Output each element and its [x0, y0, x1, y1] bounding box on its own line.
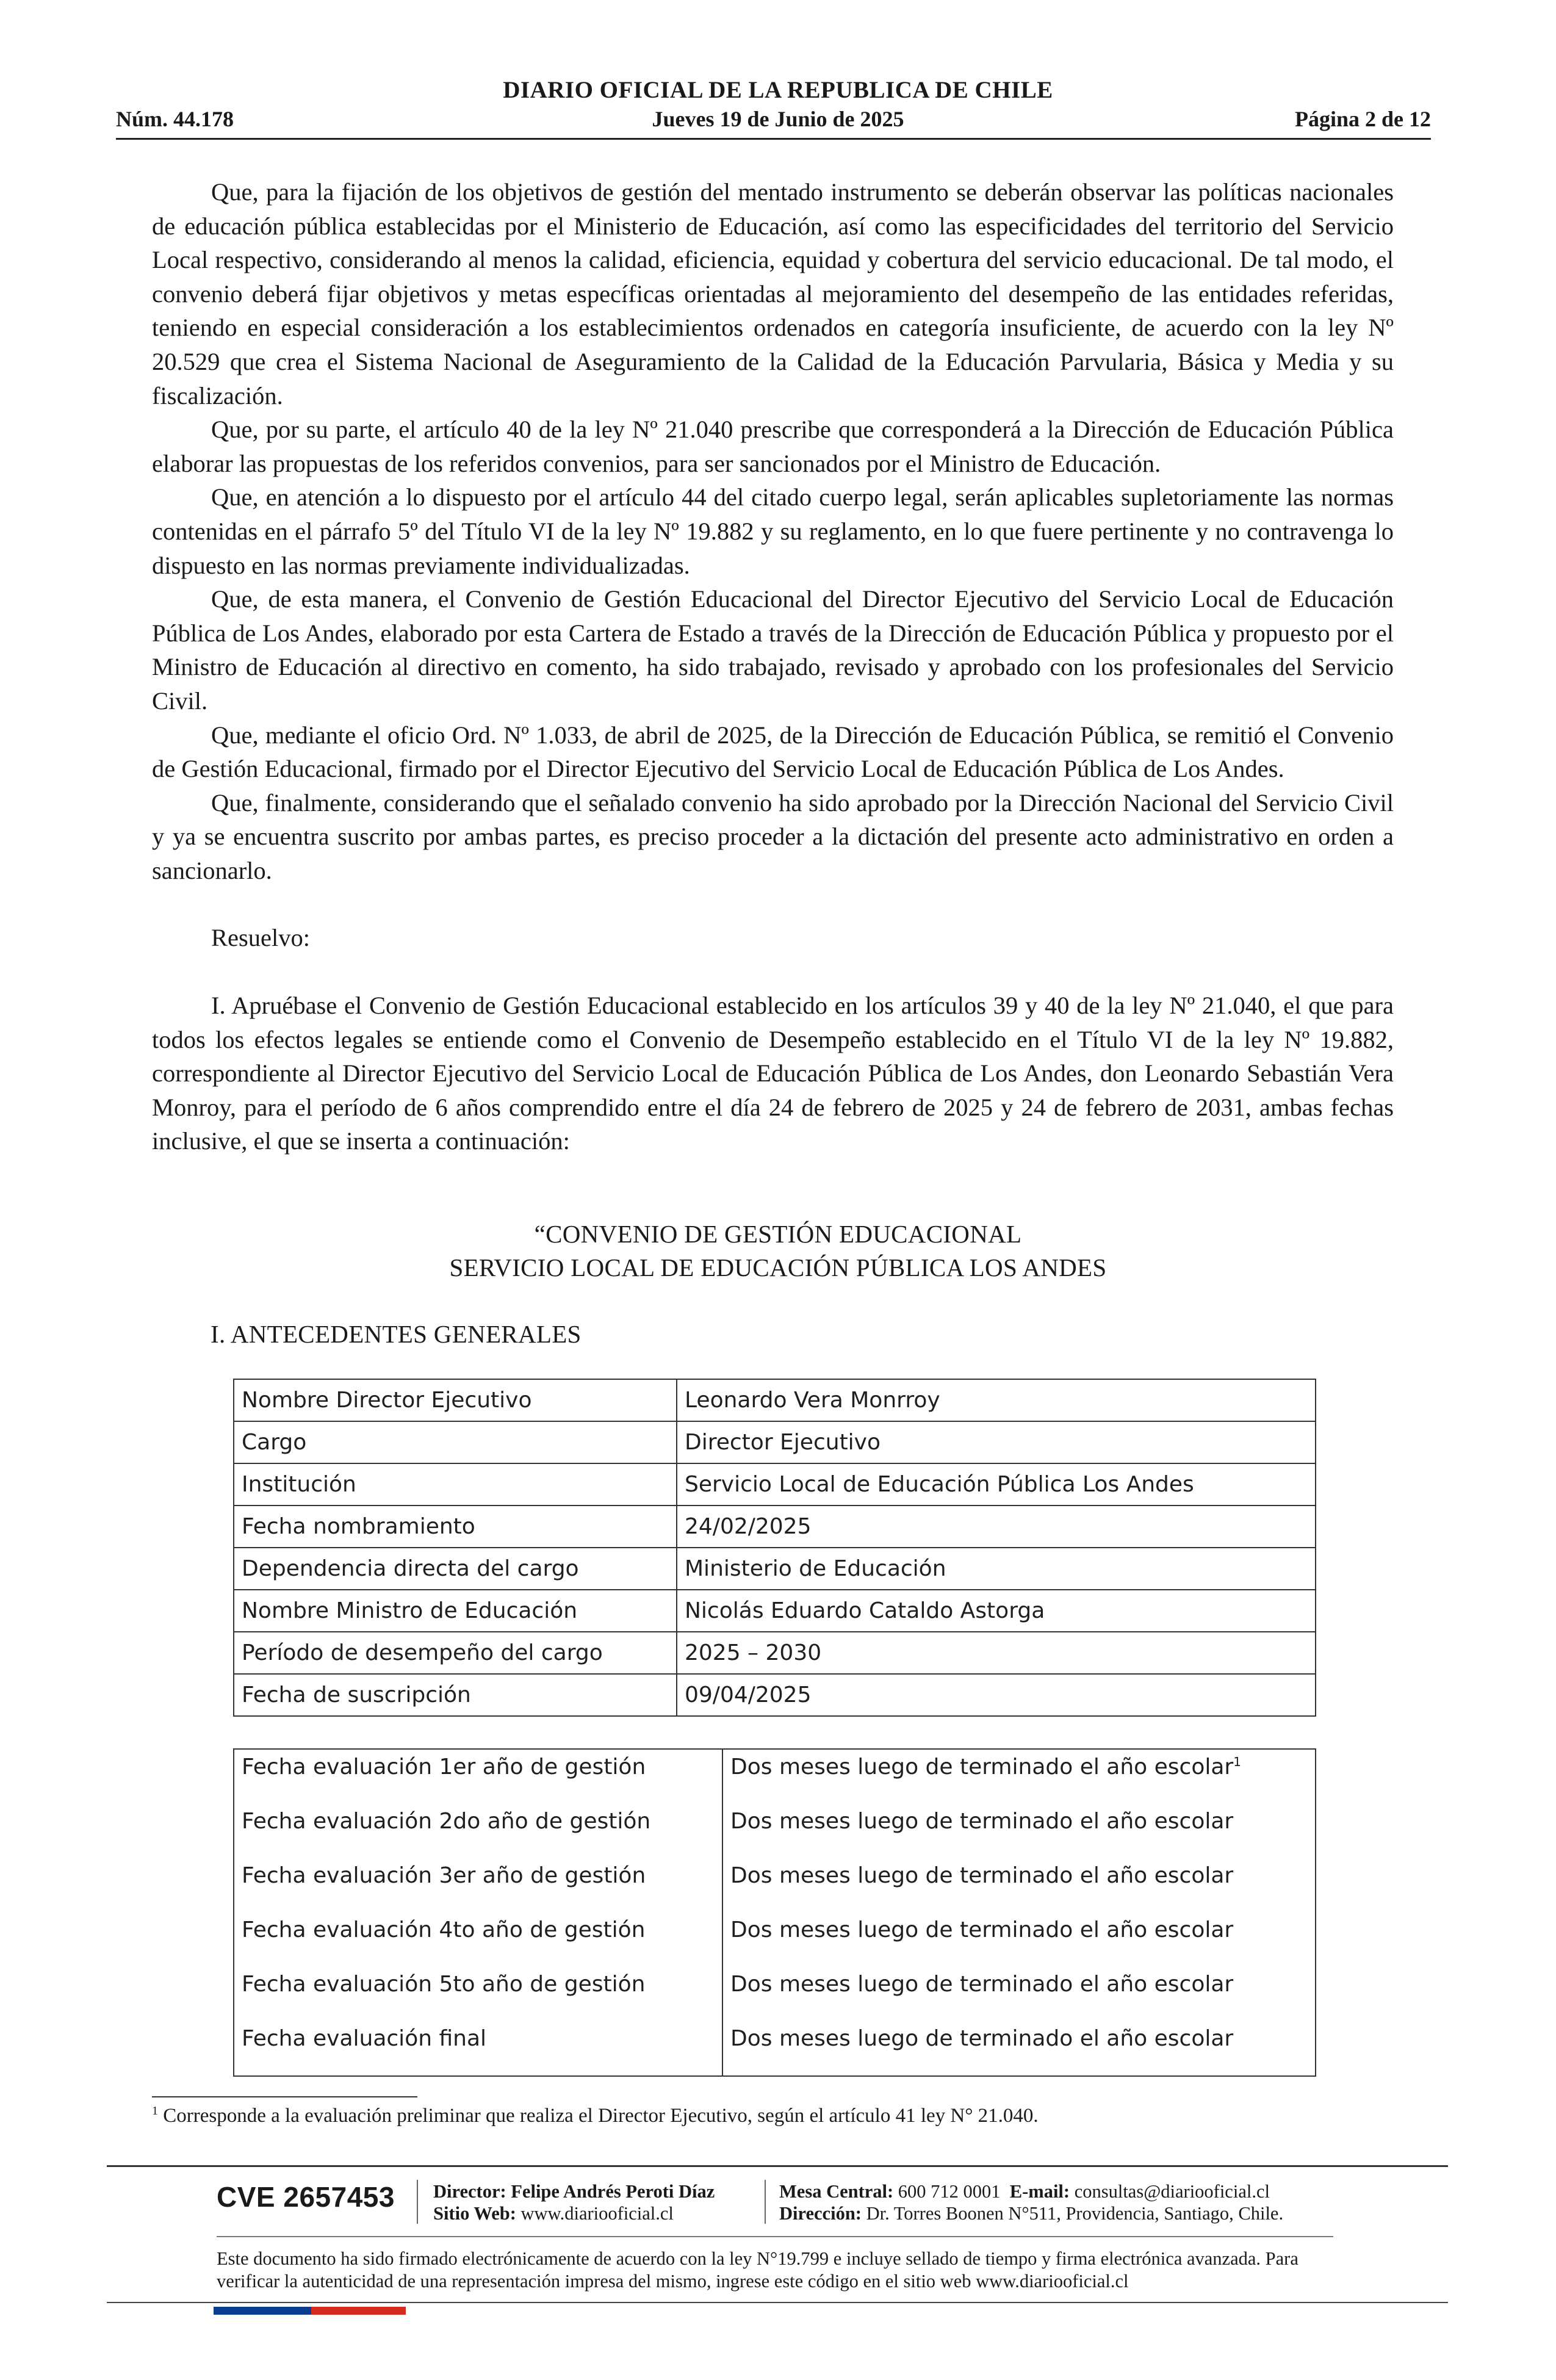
document-body [152, 175, 1394, 1158]
footer-website [433, 2203, 674, 2224]
footer-director [433, 2181, 715, 2202]
table-row [234, 1858, 1316, 1913]
table-row [234, 1421, 1316, 1463]
table-value-cell: Dos meses luego de terminado el año escolar [730, 1917, 1234, 1942]
signature-notice: Este documento ha sido firmado electrónicamente de acuerdo con la ley N°19.799 e incluye sellado de tiempo y firma electrónica avanzada. Para verificar la autenticidad de una representación impresa del mismo, ingrese este código en el sitio web www.diariooficial.cl [217, 2248, 1298, 2292]
phone-number: 600 712 0001 [898, 2181, 1001, 2202]
table-value-cell: 24/02/2025 [677, 1506, 1316, 1548]
table-row [234, 1632, 1316, 1674]
footnote-text: Corresponde a la evaluación preliminar que realiza el Director Ejecutivo, según el artículo 41 ley N° 21.040. [163, 2105, 1039, 2127]
table-row [234, 1379, 1316, 1421]
body-paragraph: Que, de esta manera, el Convenio de Gestión Educacional del Director Ejecutivo del Servicio Local de Educación Pública de Los Andes, elaborado por esta Cartera de Estado a través de la Dirección de Educación Pública y propuesto por el Ministro de Educación al directivo en comento, ha sido trabajado, revisado y aprobado con los profesionales del Servicio Civil. [152, 585, 1394, 715]
convenio-title-line: SERVICIO LOCAL DE EDUCACIÓN PÚBLICA LOS ANDES [449, 1253, 1107, 1282]
table-value-cell: Ministerio de Educación [677, 1548, 1316, 1590]
footer-address [779, 2203, 1283, 2224]
table-value-cell: Leonardo Vera Monrroy [677, 1379, 1316, 1421]
table-row [234, 1967, 1316, 2021]
flag-stripe-blue [214, 2307, 311, 2315]
table-value-cell: Director Ejecutivo [677, 1421, 1316, 1463]
table-value-cell: Dos meses luego de terminado el año escolar [730, 1863, 1234, 1888]
convenio-title [0, 1217, 1556, 1285]
body-paragraph: Que, finalmente, considerando que el señalado convenio ha sido aprobado por la Dirección Nacional del Servicio Civil y ya se encuentra suscrito por ambas partes, es preciso proceder a la dictación del presente acto administrativo en orden a sancionarlo. [152, 788, 1394, 884]
address-label: Dirección: [779, 2203, 862, 2224]
table-value-cell: Nicolás Eduardo Cataldo Astorga [677, 1590, 1316, 1632]
table-row [234, 1506, 1316, 1548]
footer-separator [417, 2180, 418, 2224]
footer-divider [107, 2302, 1448, 2303]
table-label-cell: Institución [234, 1463, 677, 1506]
footnote [152, 2104, 1039, 2127]
footnote-divider [152, 2096, 417, 2097]
table-label-cell: Fecha evaluación final [234, 2021, 722, 2076]
table-value-text: Dos meses luego de terminado el año escolar [730, 1754, 1234, 1780]
director-label: Director: [433, 2181, 506, 2202]
table-row [234, 1463, 1316, 1506]
table-label-cell: Fecha de suscripción [234, 1674, 677, 1716]
table-value-cell: Servicio Local de Educación Pública Los Andes [677, 1463, 1316, 1506]
table-label-cell: Fecha evaluación 3er año de gestión [234, 1858, 722, 1913]
footer-divider [107, 2165, 1448, 2167]
table-row [234, 1674, 1316, 1716]
table-label-cell: Nombre Director Ejecutivo [234, 1379, 677, 1421]
table-label-cell: Fecha evaluación 4to año de gestión [234, 1913, 722, 1967]
issue-number: Núm. 44.178 [116, 107, 234, 131]
website-label: Sitio Web: [433, 2203, 516, 2224]
table-label-cell: Fecha evaluación 1er año de gestión [234, 1749, 722, 1804]
resuelvo-heading: Resuelvo: [211, 924, 310, 952]
table-label-cell: Fecha evaluación 2do año de gestión [234, 1804, 722, 1858]
table-value-cell: Dos meses luego de terminado el año escolar [730, 1972, 1234, 1997]
table-row [234, 1590, 1316, 1632]
cve-code: CVE 2657453 [217, 2181, 395, 2213]
footnote-reference: 1 [1233, 1754, 1241, 1769]
header-divider [116, 138, 1431, 140]
footer-contact [779, 2181, 1270, 2202]
section-heading: I. ANTECEDENTES GENERALES [211, 1320, 582, 1348]
antecedentes-table [233, 1379, 1316, 1717]
website-link[interactable]: www.diariooficial.cl [520, 2203, 674, 2224]
director-name: Felipe Andrés Peroti Díaz [511, 2181, 715, 2202]
body-paragraph: Que, mediante el oficio Ord. Nº 1.033, de abril de 2025, de la Dirección de Educación Pública, se remitió el Convenio de Gestión Educacional, firmado por el Director Ejecutivo del Servicio Local de Educación Pública de Los Andes. [152, 721, 1394, 783]
publication-title: DIARIO OFICIAL DE LA REPUBLICA DE CHILE [503, 77, 1053, 103]
page-indicator: Página 2 de 12 [1294, 107, 1431, 131]
table-row [234, 1804, 1316, 1858]
email-link[interactable]: consultas@diariooficial.cl [1074, 2181, 1270, 2202]
evaluation-dates-table [233, 1748, 1316, 2077]
convenio-title-line: “CONVENIO DE GESTIÓN EDUCACIONAL [534, 1220, 1022, 1248]
body-paragraph: Que, en atención a lo dispuesto por el artículo 44 del citado cuerpo legal, serán aplicables supletoriamente las normas contenidas en el párrafo 5º del Título VI de la ley Nº 19.882 y su reglamento, en lo que fuere pertinente y no contravenga lo dispuesto en las normas previamente individualizadas. [152, 483, 1394, 579]
table-row [234, 1749, 1316, 1804]
table-label-cell: Fecha evaluación 5to año de gestión [234, 1967, 722, 2021]
table-row [234, 1913, 1316, 1967]
table-row [234, 1548, 1316, 1590]
table-value-cell: Dos meses luego de terminado el año escolar [730, 2026, 1234, 2051]
table-label-cell: Período de desempeño del cargo [234, 1632, 677, 1674]
flag-stripe-red [311, 2307, 406, 2315]
issue-date: Jueves 19 de Junio de 2025 [652, 107, 904, 131]
table-value-cell [722, 1749, 1316, 1804]
table-value-cell: 2025 – 2030 [677, 1632, 1316, 1674]
table-label-cell: Dependencia directa del cargo [234, 1548, 677, 1590]
article-one-paragraph: I. Apruébase el Convenio de Gestión Educacional establecido en los artículos 39 y 40 de la ley Nº 21.040, el que para todos los efectos legales se entiende como el Convenio de Desempeño establecido en el Título VI de la ley Nº 19.882, correspondiente al Director Ejecutivo del Servicio Local de Educación Pública de Los Andes, don Leonardo Sebastián Vera Monroy, para el período de 6 años comprendido entre el día 24 de febrero de 2025 y 24 de febrero de 2031, ambas fechas inclusive, el que se inserta a continuación: [152, 992, 1394, 1155]
table-label-cell: Cargo [234, 1421, 677, 1463]
table-value-cell: 09/04/2025 [677, 1674, 1316, 1716]
body-paragraph: Que, para la fijación de los objetivos de gestión del mentado instrumento se deberán observar las políticas nacionales de educación pública establecidas por el Ministerio de Educación, así como las especificidades del territorio del Servicio Local respectivo, considerando al menos la calidad, eficiencia, equidad y cobertura del servicio educacional. De tal modo, el convenio deberá fijar objetivos y metas específicas orientadas al mejoramiento del desempeño de las entidades referidas, teniendo en especial consideración a los establecimientos ordenados en categoría insuficiente, de acuerdo con la ley Nº 20.529 que crea el Sistema Nacional de Aseguramiento de la Calidad de la Educación Parvularia, Básica y Media y su fiscalización. [152, 178, 1394, 409]
footer-separator [765, 2180, 766, 2224]
footnote-mark: 1 [152, 2104, 158, 2118]
table-row [234, 2021, 1316, 2076]
table-label-cell: Fecha nombramiento [234, 1506, 677, 1548]
table-label-cell: Nombre Ministro de Educación [234, 1590, 677, 1632]
address-text: Dr. Torres Boonen N°511, Providencia, Santiago, Chile. [866, 2203, 1284, 2224]
email-label: E-mail: [1009, 2181, 1070, 2202]
table-value-cell: Dos meses luego de terminado el año escolar [730, 1809, 1234, 1834]
body-paragraph: Que, por su parte, el artículo 40 de la ley Nº 21.040 prescribe que corresponderá a la Dirección de Educación Pública elaborar las propuestas de los referidos convenios, para ser sancionados por el Ministro de Educación. [152, 416, 1394, 477]
phone-label: Mesa Central: [779, 2181, 894, 2202]
footer-divider [217, 2236, 1333, 2237]
